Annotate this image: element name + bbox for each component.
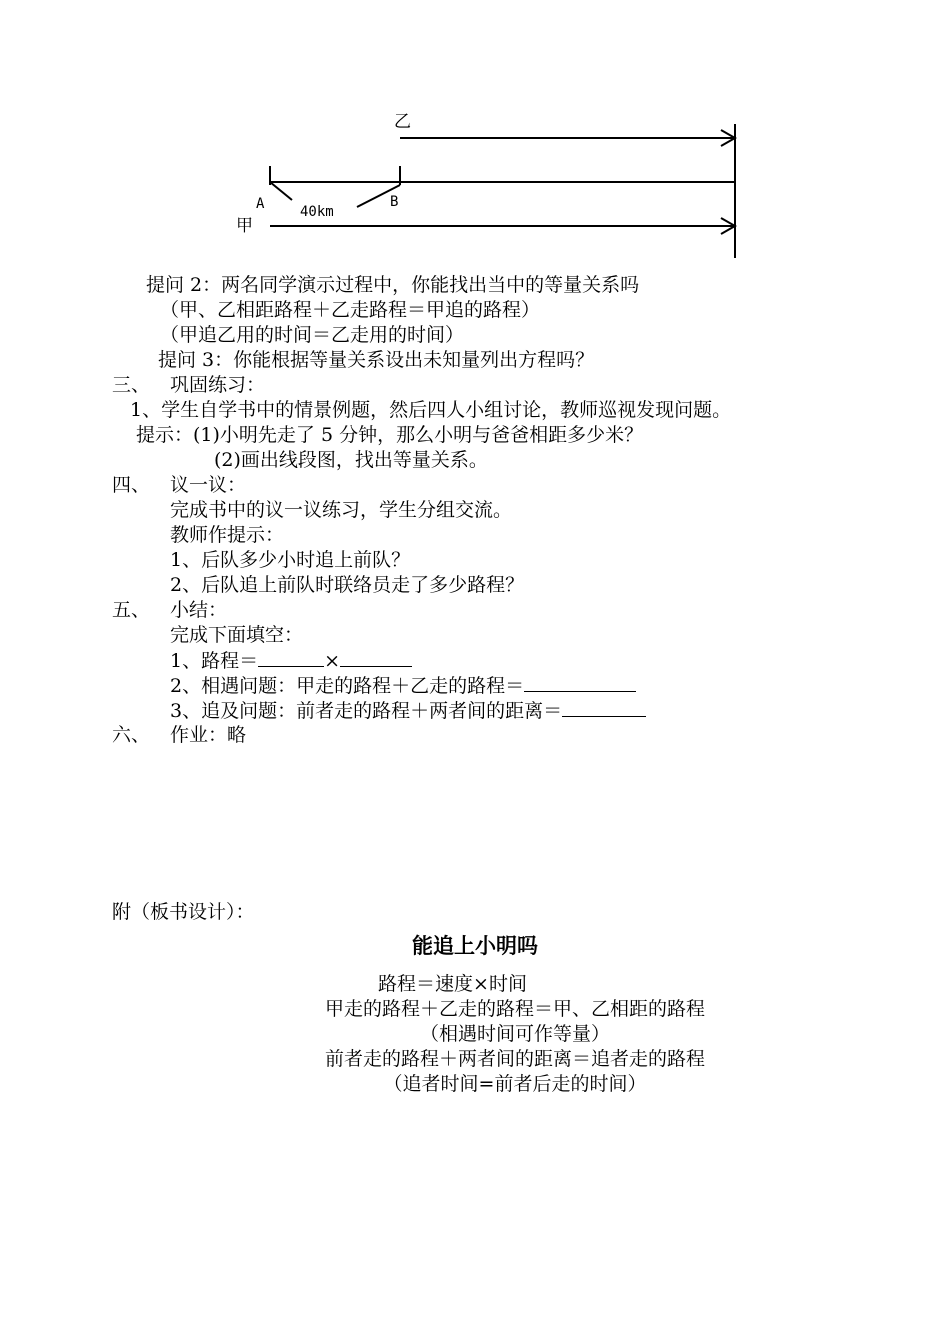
label-distance: 40km bbox=[300, 204, 334, 220]
relation-2: （甲追乙用的时间＝乙走用的时间） bbox=[160, 324, 465, 346]
relation-1: （甲、乙相距路程＋乙走路程＝甲追的路程） bbox=[160, 299, 541, 321]
fill-in-1-times: × bbox=[324, 650, 341, 672]
section-5-line-1: 完成下面填空： bbox=[170, 624, 304, 646]
fill-in-3 bbox=[170, 698, 646, 723]
section-5-title: 小结： bbox=[170, 599, 228, 621]
board-line-4: 前者走的路程＋两者间的距离＝追者走的路程 bbox=[324, 1048, 705, 1070]
section-4-line-1: 完成书中的议一议练习，学生分组交流。 bbox=[170, 499, 513, 521]
question-3: 提问 3：你能根据等量关系设出未知量列出方程吗？ bbox=[158, 349, 595, 371]
chase-diagram bbox=[0, 0, 950, 270]
board-title: 能追上小明吗 bbox=[412, 934, 538, 958]
board-line-3: （相遇时间可作等量） bbox=[419, 1023, 610, 1045]
label-yi: 乙 bbox=[394, 112, 411, 132]
label-a: A bbox=[256, 196, 265, 212]
fill-in-1-blank-a[interactable] bbox=[258, 648, 324, 667]
brace-left bbox=[270, 182, 292, 200]
section-4-line-4: 2、后队追上前队时联络员走了多少路程？ bbox=[170, 574, 525, 596]
section-6-title: 作业：略 bbox=[170, 724, 247, 746]
section-3-number: 三、 bbox=[112, 374, 151, 396]
section-3-hint-2: (2)画出线段图，找出等量关系。 bbox=[214, 449, 488, 471]
question-2: 提问 2：两名同学演示过程中，你能找出当中的等量关系吗 bbox=[146, 274, 640, 296]
board-line-1: 路程＝速度×时间 bbox=[378, 973, 527, 995]
board-line-5: （追者时间=前者后走的时间） bbox=[383, 1073, 647, 1095]
fill-in-3-prefix: 3、追及问题：前者走的路程＋两者间的距离＝ bbox=[170, 700, 563, 722]
fill-in-1-prefix: 1、路程＝ bbox=[170, 650, 259, 672]
section-3-hint-1: 提示：(1)小明先走了 5 分钟，那么小明与爸爸相距多少米？ bbox=[136, 424, 644, 446]
section-4-line-3: 1、后队多少小时追上前队？ bbox=[170, 549, 411, 571]
section-3-item-1: 1、学生自学书中的情景例题，然后四人小组讨论，教师巡视发现问题。 bbox=[130, 399, 732, 421]
fill-in-3-blank[interactable] bbox=[562, 698, 646, 717]
board-heading: 附（板书设计）： bbox=[112, 901, 255, 923]
fill-in-1-blank-b[interactable] bbox=[340, 648, 412, 667]
fill-in-1 bbox=[170, 648, 412, 673]
section-3-title: 巩固练习： bbox=[170, 374, 266, 396]
fill-in-2-prefix: 2、相遇问题：甲走的路程＋乙走的路程＝ bbox=[170, 675, 525, 697]
label-b: B bbox=[390, 194, 399, 210]
fill-in-2-blank[interactable] bbox=[524, 673, 636, 692]
section-5-number: 五、 bbox=[112, 599, 151, 621]
label-jia: 甲 bbox=[236, 216, 253, 236]
section-4-line-2: 教师作提示： bbox=[170, 524, 285, 546]
fill-in-2 bbox=[170, 673, 636, 698]
section-4-number: 四、 bbox=[112, 474, 151, 496]
section-6-number: 六、 bbox=[112, 724, 151, 746]
section-4-title: 议一议： bbox=[170, 474, 247, 496]
board-line-2: 甲走的路程＋乙走的路程＝甲、乙相距的路程 bbox=[324, 998, 705, 1020]
